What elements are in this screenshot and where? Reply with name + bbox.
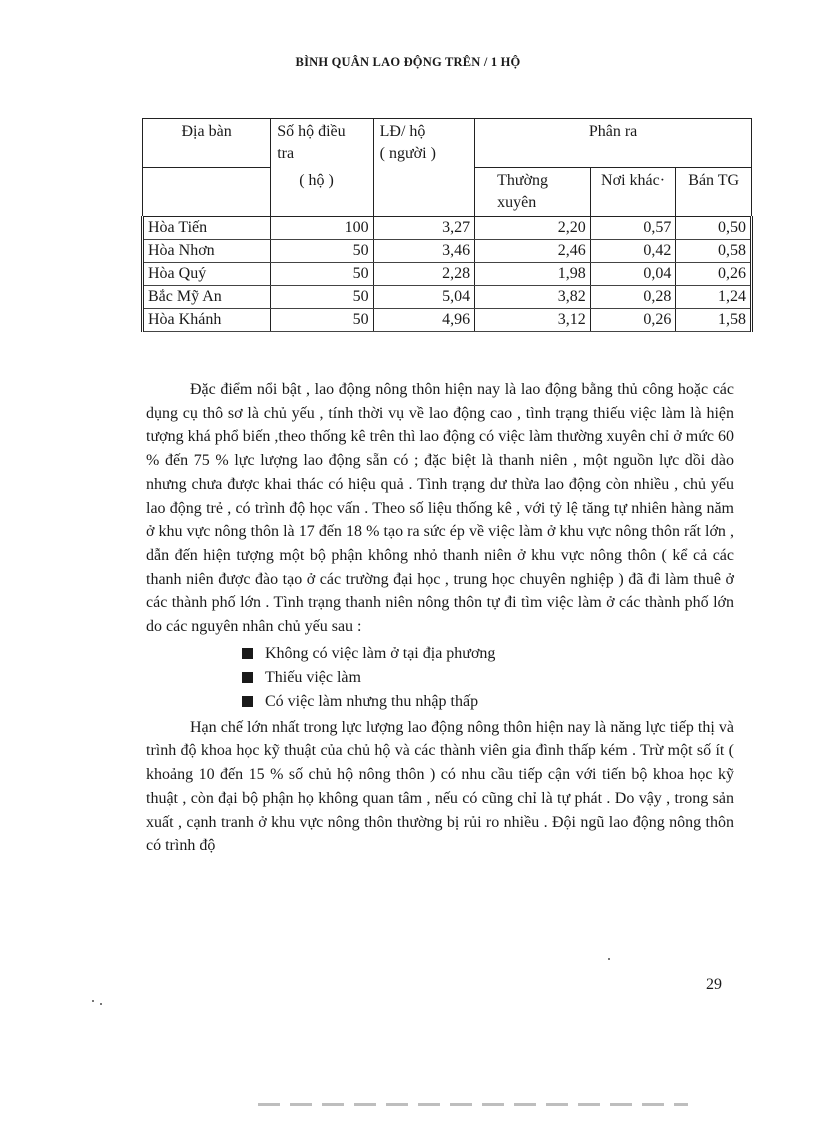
table-row [143, 240, 752, 263]
header-households-unit: ( hộ ) [271, 168, 373, 217]
list-item: Thiếu việc làm [242, 666, 734, 690]
header-location: Địa bàn [143, 119, 271, 168]
cell-parttime: 0,58 [676, 240, 752, 263]
table-row [143, 286, 752, 309]
paragraph-limitations: Hạn chế lớn nhất trong lực lượng lao động nông thôn hiện nay là năng lực tiếp thị và trình độ khoa học kỹ thuật của chủ hộ và các thành viên gia đình thấp kém . Trừ một số ít ( khoảng 10 đến 15 % số chủ hộ nông thôn ) có nhu cầu tiếp cận với tiến bộ khoa học kỹ thuật , còn đại bộ phận họ không quan tâm , nếu có cũng chỉ là tự phát . Do vậy , trong sản xuất , cạnh tranh ở khu vực nông thôn thường bị rủi ro nhiều . Đội ngũ lao động nông thôn có trình độ [146, 718, 734, 855]
cell-parttime: 0,26 [676, 263, 752, 286]
cell-parttime: 1,24 [676, 286, 752, 309]
header-regular: Thường xuyên [475, 168, 591, 217]
header-parttime: Bán TG [676, 168, 752, 217]
header-empty-cell [373, 168, 474, 217]
cell-regular: 3,82 [475, 286, 591, 309]
cell-labor: 3,27 [373, 217, 474, 240]
scan-speck [100, 1003, 102, 1005]
cell-households: 50 [271, 309, 373, 332]
square-bullet-icon [242, 648, 253, 659]
table-row [143, 309, 752, 332]
cell-elsewhere: 0,28 [590, 286, 676, 309]
cell-elsewhere: 0,42 [590, 240, 676, 263]
cell-location: Bắc Mỹ An [143, 286, 271, 309]
cell-elsewhere: 0,57 [590, 217, 676, 240]
cell-regular: 2,20 [475, 217, 591, 240]
cell-regular: 2,46 [475, 240, 591, 263]
header-households: Số hộ điều tra [271, 119, 373, 168]
cause-list [242, 642, 734, 714]
cell-households: 50 [271, 240, 373, 263]
table-title: BÌNH QUÂN LAO ĐỘNG TRÊN / 1 HỘ [295, 55, 521, 69]
header-elsewhere: Nơi khác· [590, 168, 676, 217]
header-empty-cell [143, 168, 271, 217]
cell-labor: 4,96 [373, 309, 474, 332]
cell-location: Hòa Quý [143, 263, 271, 286]
cell-parttime: 1,58 [676, 309, 752, 332]
cell-labor: 5,04 [373, 286, 474, 309]
square-bullet-icon [242, 672, 253, 683]
table-subheader-row [143, 168, 752, 217]
scan-speck [92, 1000, 94, 1002]
cell-labor: 2,28 [373, 263, 474, 286]
table-row [143, 263, 752, 286]
cell-location: Hòa Khánh [143, 309, 271, 332]
scan-artifact-line [258, 1103, 688, 1106]
header-labor-per-household: LĐ/ hộ ( người ) [373, 119, 474, 168]
cell-households: 50 [271, 263, 373, 286]
list-item: Không có việc làm ở tại địa phương [242, 642, 734, 666]
table-header-row [143, 119, 752, 168]
cell-location: Hòa Nhơn [143, 240, 271, 263]
labor-table [141, 118, 753, 332]
scan-speck [608, 958, 610, 960]
cell-labor: 3,46 [373, 240, 474, 263]
cell-elsewhere: 0,26 [590, 309, 676, 332]
cell-location: Hòa Tiến [143, 217, 271, 240]
cell-parttime: 0,50 [676, 217, 752, 240]
table-row [143, 217, 752, 240]
header-breakdown: Phân ra [475, 119, 752, 168]
square-bullet-icon [242, 696, 253, 707]
list-item: Có việc làm nhưng thu nhập thấp [242, 690, 734, 714]
cell-regular: 1,98 [475, 263, 591, 286]
cell-regular: 3,12 [475, 309, 591, 332]
body-text [146, 378, 734, 858]
cell-elsewhere: 0,04 [590, 263, 676, 286]
cell-households: 100 [271, 217, 373, 240]
paragraph-rural-labor: Đặc điểm nổi bật , lao động nông thôn hiện nay là lao động bằng thủ công hoặc các dụng cụ thô sơ là chủ yếu , tính thời vụ về lao động cao , tình trạng thiếu việc làm là hiện tượng khá phổ biến ,theo thống kê trên thì lao động có việc làm thường xuyên chỉ ở mức 60 % đến 75 % lực lượng lao động sẵn có ; đặc biệt là thanh niên , một nguồn lực dồi dào nhưng chưa được khai thác có hiệu quả . Tình trạng dư thừa lao động còn nhiều , chủ yếu lao động trẻ , có trình độ học vấn . Theo số liệu thống kê , với tỷ lệ tăng tự nhiên hàng năm ở khu vực nông thôn là 17 đến 18 % tạo ra sức ép về việc làm ở khu vực nông thôn rất lớn , dẫn đến hiện tượng một bộ phận không nhỏ thanh niên ở khu vực nông thôn ( kể cả các thanh niên được đào tạo ở các trường đại học , trung học chuyên nghiệp ) đã đi làm thuê ở các thành phố lớn . Tình trạng thanh niên nông thôn tự đi tìm việc làm ở các thành phố lớn do các nguyên nhân chủ yếu sau : [146, 381, 734, 636]
cell-households: 50 [271, 286, 373, 309]
page-number: 29 [706, 976, 722, 993]
